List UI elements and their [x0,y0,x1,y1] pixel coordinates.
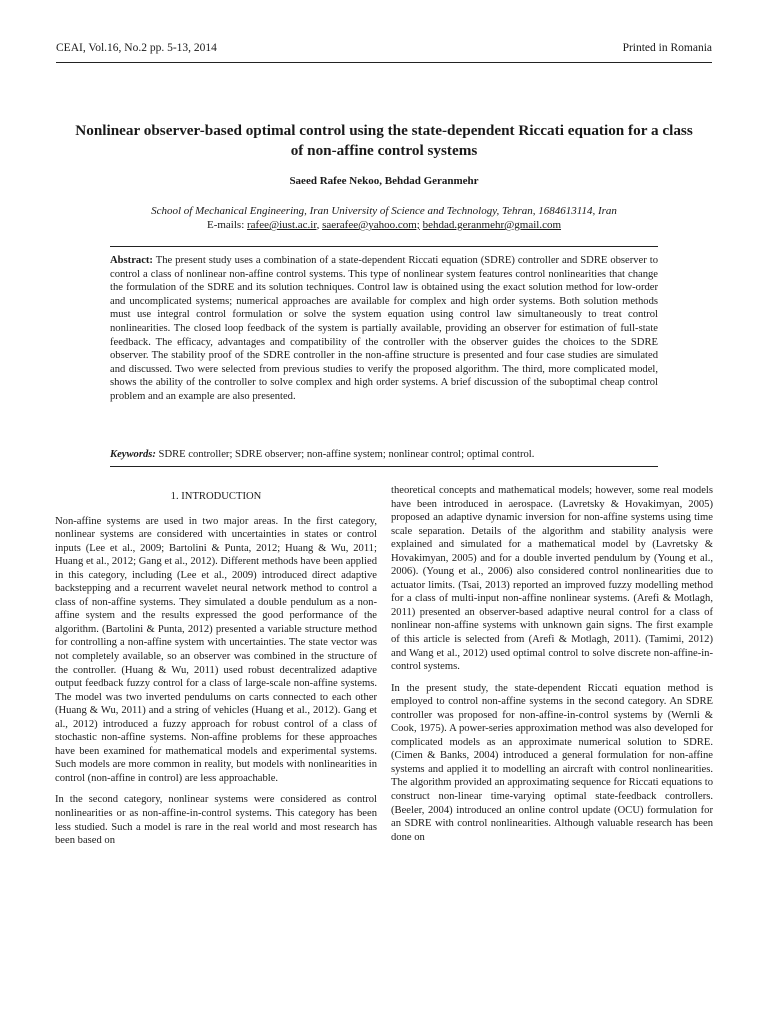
email-link-2[interactable]: saerafee@yahoo.com; [322,219,420,231]
abstract-label: Abstract: [110,255,153,266]
right-column [391,484,713,852]
author-emails [0,219,768,231]
printed-location: Printed in Romania [622,42,712,54]
journal-citation: CEAI, Vol.16, No.2 pp. 5-13, 2014 [56,42,217,54]
intro-paragraph-4: In the present study, the state-dependent Riccati equation method is employed to control non-affine systems in the second category. An SDRE controller was proposed for non-affine-in-control systems by (Wernli & Cook, 1975). A power-series approximation method was also developed for complicated models as an approximate numerical solution to SDRE. (Cimen & Banks, 2004) introduced a general formulation for non-affine systems and applied it to modelling an aircraft with control nonlinearities. The algorithm provided an approximating sequence for Riccati equations to construct non-linear time-varying optimal state-feedback controllers. (Beeler, 2004) introduced an online control update (OCU) formulation for an SDRE with control nonlinearities. Although valuable research has been done on [391,682,713,843]
header-rule [56,62,712,63]
section-heading-introduction: 1. INTRODUCTION [170,491,262,502]
intro-paragraph-2: In the second category, nonlinear systems were considered as control nonlinearities or as non-affine-in-control systems. This category has been less studied. Such a model is rare in the real world and most research has been based on [55,794,377,847]
intro-paragraph-3: theoretical concepts and mathematical models; however, some real models have been introduced in aerospace. (Lavretsky & Hovakimyan, 2005) proposed an adaptive dynamic inversion for non-affine systems using time scale separation. Details of the algorithm and stability analysis were explained and simulated for a mathematical model by (Lavretsky & Hovakimyan, 2005) and for a double inverted pendulum by (Young et al., 2006). (Young et al., 2006) also considered control nonlinearities due to actuator limits. (Tsai, 2013) reported an improved fuzzy modelling method for a class of multi-input non-affine nonlinear systems. (Arefi & Motlagh, 2011) presented an observer-based adaptive neural control for a class of nonlinear non-affine systems with unknown gain signs. The first example of this article is selected from (Arefi & Motlagh, 2011). (Tamimi, 2012) and Wang et al., 2012) used optimal control to solve discrete non-affine-in-control systems. [391,485,713,673]
keywords-text: SDRE controller; SDRE observer; non-affine system; nonlinear control; optimal control. [155,449,535,460]
paper-authors: Saeed Rafee Nekoo, Behdad Geranmehr [289,175,479,187]
paper-title: Nonlinear observer-based optimal control using the state-dependent Riccati equation for a class of non-affine control systems [75,122,693,159]
left-column [55,484,377,856]
keywords [110,448,658,462]
emails-separator-1: , [316,219,323,231]
author-affiliation: School of Mechanical Engineering, Iran University of Science and Technology, Tehran, 1684613114, Iran [151,205,617,217]
email-link-1[interactable]: rafee@iust.ac.ir [247,219,317,231]
email-link-3[interactable]: behdad.geranmehr@gmail.com [422,219,562,231]
running-header [56,42,712,60]
emails-prefix: E-mails: [206,219,248,231]
intro-paragraph-1: Non-affine systems are used in two major areas. In the first category, nonlinear systems are considered with uncertainties in states or control inputs (Lee et al., 2009; Bartolini & Punta, 2012; Huang & Wu, 2011; Huang et al., 2012; Gang et al., 2012). Different methods have been applied in this category, including (Lee et al., 2009) introduced direct adaptive backstepping and a recurrent wavelet neural network method to control a class of non-affine systems. They simulated a double pendulum as a non-affine system and the results expressed the good performance of the algorithm. (Bartolini & Punta, 2012) presented a variable structure method for controlling a non-affine system with uncertainties. The state vector was not completely available, so an observer was combined in the structure of the controller. (Huang & Wu, 2011) used robust decentralized adaptive output feedback fuzzy control for a class of large-scale non-affine systems. The model was two inverted pendulums on carts connected to each other (Huang & Wu, 2011) and a string of vehicles (Huang et al., 2012). Gang et al., 2012) introduced a fuzzy approach for robust control of a class of stochastic non-affine systems. Non-affine problems for these approaches have been examined for mathematical models and experimental systems. Such models are more common in reality, but models with nonlinearities in control (non-affine in control) are less approachable. [55,515,377,784]
keywords-label: Keywords: [110,449,156,460]
abstract-bottom-rule [110,466,658,467]
abstract [110,254,658,404]
abstract-text: The present study uses a combination of a state-dependent Riccati equation (SDRE) controller and SDRE observer to control a class of nonlinear non-affine control systems. This type of nonlinear system features control nonlinearities that change the formulation of the SDRE and its solution techniques. Control law is obtained using the exact solution method for low-order and uncomplicated systems; numerical approaches are available for complex and high order systems. Both solution methods must use integral control formulation or solve the system equation using control law simultaneously to treat control nonlinearities. The closed loop feedback of the system is partially available, providing an observer for estimation of full-state feedback. The efficacy, advantages and compatibility of the controller with the observer guides the choices to the SDRE observer. The stability proof of the SDRE controller in the non-affine structure is presented and four case studies are simulated and discussed. Two were selected from previous studies to verify the proposed algorithm. The third, more complicated model, shows the ability of the controller to solve complex and high order systems. A brief discussion of the suboptimal cheap control problem and an example are also presented. [110,255,658,402]
abstract-top-rule [110,246,658,247]
